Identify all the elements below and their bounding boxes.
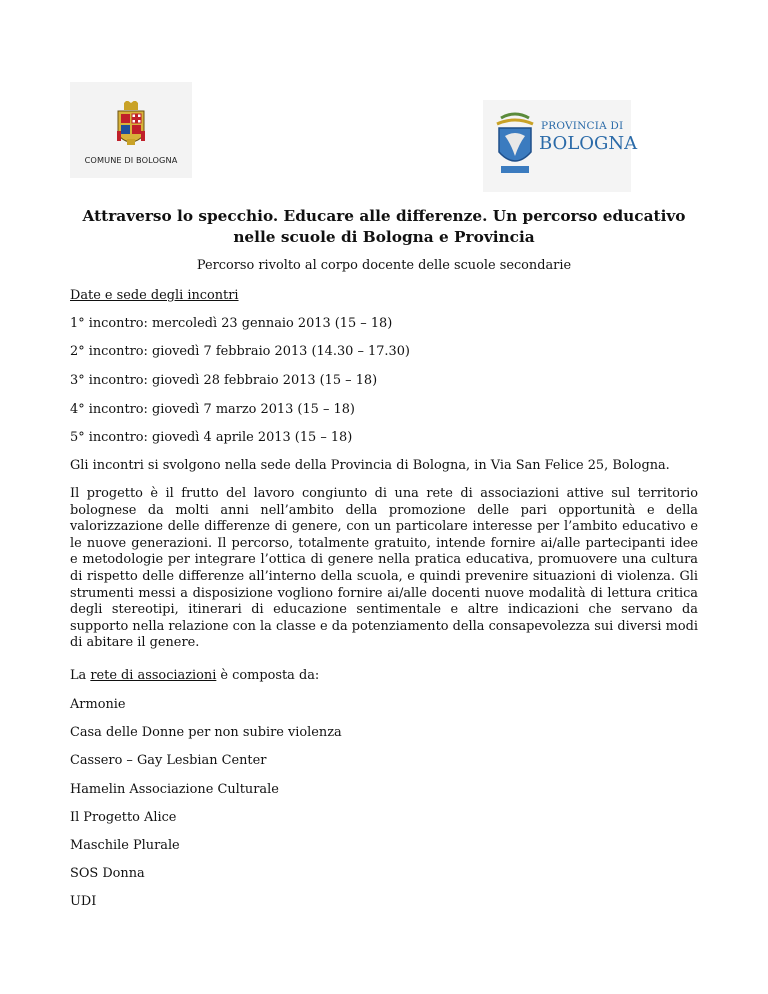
network-intro-after: è composta da: <box>216 668 320 683</box>
comune-di-bologna-logo <box>70 82 192 178</box>
venue-text: Gli incontri si svolgono nella sede della Provincia di Bologna, in Via San Felice 25, Bologna. <box>70 458 670 473</box>
provincia-di-bologna-logo <box>483 100 638 192</box>
city-crest-icon <box>115 101 147 151</box>
association-item: SOS Donna <box>70 866 145 881</box>
provincia-text-line1: PROVINCIA DI <box>541 120 624 132</box>
meeting-item: 5° incontro: giovedì 4 aprile 2013 (15 – 18) <box>70 430 353 445</box>
network-link[interactable]: rete di associazioni <box>90 668 217 683</box>
provincia-text-line2: BOLOGNA <box>539 133 638 154</box>
subtitle: Percorso rivolto al corpo docente delle scuole secondarie <box>196 258 572 273</box>
association-item: Maschile Plurale <box>70 838 180 853</box>
association-item: Casa delle Donne per non subire violenza <box>70 725 342 740</box>
comune-caption: COMUNE DI BOLOGNA <box>84 155 178 165</box>
project-description: Il progetto è il frutto del lavoro congiunto di una rete di associazioni attive sul territorio bolognese da molti anni nell’ambito della promozione delle pari opportunità e della valorizzazione delle differenze di genere, con un particolare interesse per l’ambito educativo e le nuove generazioni. Il percorso, totalmente gratuito, intende fornire ai/alle partecipanti idee e metodologie per integrare l’ottica di genere nella pratica educativa, promuovere una cultura di rispetto delle differenze all’interno della scuola, e quindi prevenire situazioni di violenza. Gli strumenti messi a disposizione vogliono fornire ai/alle docenti nuove modalità di lettura critica degli stereotipi, itinerari di educazione sentimentale e altre indicazioni che servano da supporto nella relazione con la classe e da potenziamento della consapevolezza sui diversi modi di abitare il genere. <box>70 486 698 651</box>
association-item: Armonie <box>70 697 126 712</box>
association-item: Cassero – Gay Lesbian Center <box>70 753 267 768</box>
meeting-item: 3° incontro: giovedì 28 febbraio 2013 (15 – 18) <box>70 373 378 388</box>
meeting-item: 4° incontro: giovedì 7 marzo 2013 (15 – 18) <box>70 402 355 417</box>
page-title: Attraverso lo specchio. Educare alle differenze. Un percorso educativo nelle scuole di Bologna e Provincia <box>82 207 686 246</box>
meeting-item: 2° incontro: giovedì 7 febbraio 2013 (14.30 – 17.30) <box>70 344 410 359</box>
network-intro <box>70 668 319 683</box>
meeting-item: 1° incontro: mercoledì 23 gennaio 2013 (15 – 18) <box>70 316 393 331</box>
dates-heading: Date e sede degli incontri <box>70 288 239 303</box>
network-intro-before: La <box>70 668 91 683</box>
association-item: Hamelin Associazione Culturale <box>70 782 279 797</box>
province-shield-icon <box>493 112 537 178</box>
association-item: Il Progetto Alice <box>70 810 177 825</box>
association-item: UDI <box>70 894 97 909</box>
